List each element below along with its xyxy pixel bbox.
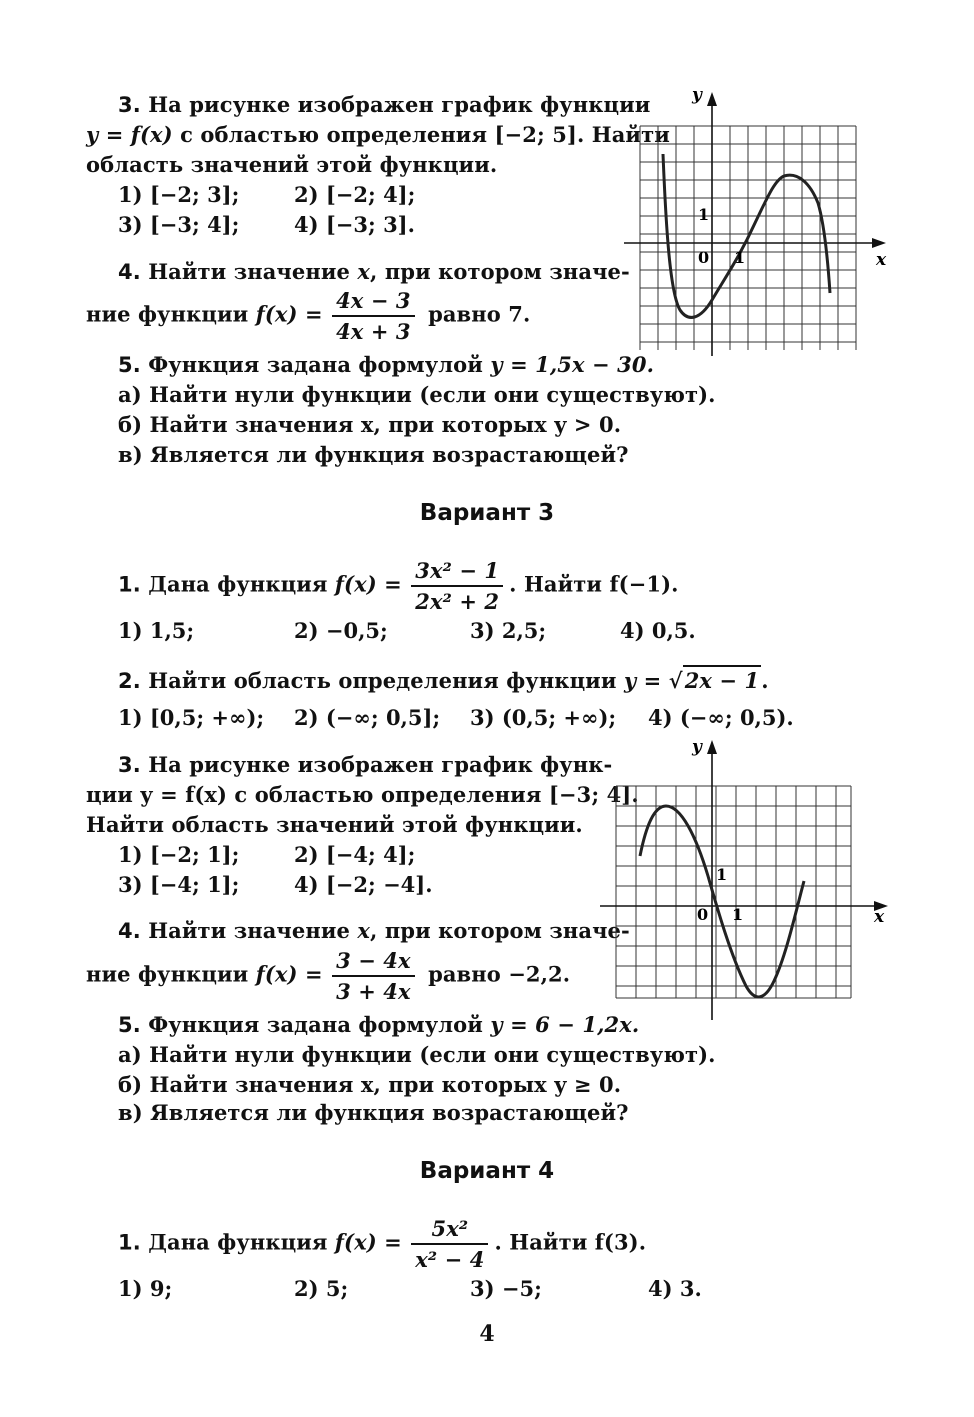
formula: y = 6 − 1,2x.: [490, 1012, 640, 1037]
question-number: 2.: [118, 669, 141, 693]
numerator: 3 − 4x: [332, 948, 415, 977]
text: Найти значение: [148, 918, 358, 943]
v2-q5-c: в) Является ли функция возрастающей?: [118, 442, 629, 467]
fraction: [332, 948, 415, 1004]
v2-q3-line2: [86, 122, 670, 147]
v2-q4-line2: [86, 288, 530, 344]
v2-q3-line3: область значений этой функции.: [86, 152, 498, 177]
v3-q3-line3: Найти область значений этой функции.: [86, 812, 583, 837]
text: Функция задана формулой: [148, 352, 491, 377]
formula: y = √: [623, 668, 683, 693]
v3-q1-option-3: 3) 2,5;: [470, 618, 547, 643]
v4-q1-option-1: 1) 9;: [118, 1276, 173, 1301]
text: , при котором значе-: [370, 259, 630, 284]
v3-q2-line: [118, 668, 769, 693]
var: x: [357, 259, 370, 284]
function-curve: [640, 806, 804, 997]
text: равно 7.: [428, 301, 531, 327]
question-number: 3.: [118, 753, 141, 777]
x-label: x: [874, 907, 885, 927]
v3-q2-option-2: 2) (−∞; 0,5];: [294, 705, 441, 730]
text: .: [761, 668, 769, 693]
denominator: 2x² + 2: [415, 589, 500, 614]
formula: y = 1,5x − 30.: [490, 352, 654, 377]
x-axis-arrow-icon: [872, 238, 886, 248]
denominator: 4x + 3: [336, 319, 411, 344]
variant-3-heading: Вариант 3: [419, 500, 555, 526]
fraction: [411, 558, 503, 614]
text: ние функции: [86, 301, 256, 327]
v3-q1-option-1: 1) 1,5;: [118, 618, 195, 643]
v3-q3-line2: ции y = f(x) с областью определения [−3; 4].: [86, 782, 639, 807]
y-unit-label: 1: [698, 205, 710, 224]
denominator: 3 + 4x: [336, 979, 411, 1004]
question-number: 5.: [118, 353, 141, 377]
numerator: 3x² − 1: [411, 558, 503, 587]
v3-q1-line: [118, 558, 679, 614]
v3-q1-option-4: 4) 0,5.: [620, 618, 696, 643]
v3-q4-line2: [86, 948, 570, 1004]
text: Дана функция: [148, 571, 335, 597]
formula: y = f(x): [86, 122, 173, 147]
text: На рисунке изображен график функ-: [148, 752, 613, 777]
v3-q5-a: а) Найти нули функции (если они существуют).: [118, 1042, 716, 1067]
v2-q5-b: б) Найти значения x, при которых y > 0.: [118, 412, 622, 437]
v3-q2-option-4: 4) (−∞; 0,5).: [648, 705, 794, 730]
formula: f(x) =: [334, 571, 402, 597]
v3-q1-option-2: 2) −0,5;: [294, 618, 388, 643]
denominator: x² − 4: [415, 1247, 485, 1272]
text: с областью определения [−2; 5]. Найти: [172, 122, 670, 147]
y-unit-label: 1: [716, 865, 728, 884]
var: x: [357, 918, 370, 943]
v2-q3-option-2: 2) [−2; 4];: [294, 182, 416, 207]
v3-q3-option-1: 1) [−2; 1];: [118, 842, 240, 867]
text: Функция задана формулой: [148, 1012, 491, 1037]
v3-q2-option-3: 3) (0,5; +∞);: [470, 705, 617, 730]
numerator: 5x²: [411, 1216, 488, 1245]
v3-q4-line1: [118, 918, 630, 943]
v4-q1-option-2: 2) 5;: [294, 1276, 349, 1301]
x-unit-label: 1: [732, 905, 744, 924]
question-number: 3.: [118, 93, 141, 117]
question-number: 1.: [118, 1230, 141, 1255]
y-axis-arrow-icon: [707, 92, 717, 106]
v2-q5-line1: [118, 352, 654, 377]
fraction: [411, 1216, 488, 1272]
v3-q5-b: б) Найти значения x, при которых y ≥ 0.: [118, 1072, 622, 1097]
v4-q1-line: [118, 1216, 646, 1272]
v3-q5-c: в) Является ли функция возрастающей?: [118, 1100, 629, 1125]
text: На рисунке изображен график функции: [148, 92, 651, 117]
text: Найти значение: [148, 259, 358, 284]
fraction: [332, 288, 415, 344]
question-number: 5.: [118, 1013, 141, 1037]
origin-label: 0: [698, 248, 710, 267]
y-label: y: [692, 88, 702, 105]
v3-q2-option-1: 1) [0,5; +∞);: [118, 705, 265, 730]
v3-q3-option-3: 3) [−4; 1];: [118, 872, 240, 897]
text: ние функции: [86, 961, 256, 987]
y-label: y: [692, 737, 702, 757]
v4-q1-option-3: 3) −5;: [470, 1276, 542, 1301]
origin-label: 0: [697, 905, 709, 924]
text: Дана функция: [148, 1229, 335, 1255]
v3-q3-option-2: 2) [−4; 4];: [294, 842, 416, 867]
formula: f(x) =: [334, 1229, 402, 1255]
v2-q3-option-1: 1) [−2; 3];: [118, 182, 240, 207]
formula: f(x) =: [255, 301, 323, 327]
variant-4-heading: Вариант 4: [419, 1158, 555, 1184]
formula: f(x) =: [255, 961, 323, 987]
question-number: 4.: [118, 919, 141, 943]
v4-q1-option-4: 4) 3.: [648, 1276, 702, 1301]
v3-q3-option-4: 4) [−2; −4].: [294, 872, 433, 897]
v2-q5-a: а) Найти нули функции (если они существуют).: [118, 382, 716, 407]
text: Найти область определения функции: [148, 668, 624, 693]
v2-q3-option-4: 4) [−3; 3].: [294, 212, 415, 237]
question-number: 4.: [118, 260, 141, 284]
numerator: 4x − 3: [332, 288, 415, 317]
text: . Найти f(−1).: [509, 571, 679, 597]
y-axis-arrow-icon: [707, 740, 717, 754]
v3-q5-line1: [118, 1012, 639, 1037]
v2-q3-line1: [118, 92, 650, 117]
x-unit-label: 1: [734, 248, 746, 267]
question-number: 1.: [118, 572, 141, 597]
v2-q4-line1: [118, 259, 630, 284]
v3-function-graph: [596, 736, 896, 1026]
v2-q3-option-3: 3) [−3; 4];: [118, 212, 240, 237]
page-number: 4: [479, 1321, 495, 1347]
text: равно −2,2.: [428, 961, 571, 987]
x-label: x: [876, 250, 887, 270]
radicand: 2x − 1: [683, 665, 762, 693]
function-curve: [663, 154, 830, 317]
text: , при котором значе-: [370, 918, 630, 943]
v2-function-graph: [620, 88, 890, 363]
text: . Найти f(3).: [494, 1229, 647, 1255]
v3-q3-line1: [118, 752, 612, 777]
